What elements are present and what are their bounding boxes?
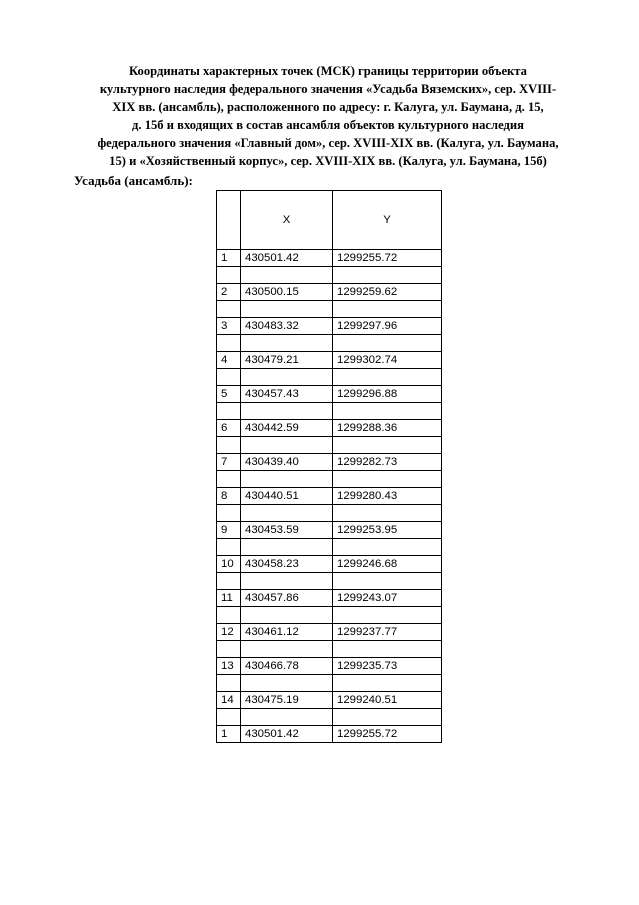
table-spacer-row (217, 335, 442, 352)
point-number-cell: 1 (217, 250, 241, 267)
empty-cell (217, 267, 241, 284)
empty-cell (217, 675, 241, 692)
section-label: Усадьба (ансамбль): (74, 173, 193, 188)
empty-cell (333, 573, 442, 590)
empty-cell (241, 335, 333, 352)
empty-cell (333, 675, 442, 692)
empty-cell (241, 709, 333, 726)
point-number-cell: 9 (217, 522, 241, 539)
title-line: 15) и «Хозяйственный корпус», сер. XVIII-XIX вв. (Калуга, ул. Баумана, 15б) (109, 154, 547, 168)
table-row (217, 692, 442, 709)
y-coordinate-cell: 1299282.73 (333, 454, 442, 471)
header-number (217, 191, 241, 250)
table-row (217, 556, 442, 573)
table-spacer-row (217, 573, 442, 590)
empty-cell (217, 505, 241, 522)
document-title (62, 62, 594, 170)
point-number-cell: 7 (217, 454, 241, 471)
y-coordinate-cell: 1299255.72 (333, 250, 442, 267)
empty-cell (333, 505, 442, 522)
empty-cell (217, 335, 241, 352)
table-row (217, 284, 442, 301)
table-spacer-row (217, 437, 442, 454)
header-y: Y (333, 191, 442, 250)
x-coordinate-cell: 430500.15 (241, 284, 333, 301)
x-coordinate-cell: 430457.86 (241, 590, 333, 607)
empty-cell (217, 607, 241, 624)
empty-cell (241, 369, 333, 386)
empty-cell (217, 641, 241, 658)
empty-cell (333, 301, 442, 318)
table-row (217, 488, 442, 505)
x-coordinate-cell: 430453.59 (241, 522, 333, 539)
y-coordinate-cell: 1299240.51 (333, 692, 442, 709)
empty-cell (241, 437, 333, 454)
table-spacer-row (217, 403, 442, 420)
empty-cell (241, 301, 333, 318)
empty-cell (241, 403, 333, 420)
x-coordinate-cell: 430475.19 (241, 692, 333, 709)
empty-cell (333, 641, 442, 658)
table-spacer-row (217, 607, 442, 624)
table-spacer-row (217, 539, 442, 556)
empty-cell (241, 573, 333, 590)
point-number-cell: 2 (217, 284, 241, 301)
empty-cell (217, 369, 241, 386)
table-row (217, 624, 442, 641)
header-x: X (241, 191, 333, 250)
empty-cell (217, 539, 241, 556)
x-coordinate-cell: 430439.40 (241, 454, 333, 471)
table-spacer-row (217, 505, 442, 522)
table-spacer-row (217, 709, 442, 726)
table-spacer-row (217, 267, 442, 284)
table-row (217, 454, 442, 471)
point-number-cell: 8 (217, 488, 241, 505)
y-coordinate-cell: 1299246.68 (333, 556, 442, 573)
y-coordinate-cell: 1299235.73 (333, 658, 442, 675)
point-number-cell: 4 (217, 352, 241, 369)
point-number-cell: 10 (217, 556, 241, 573)
point-number-cell: 3 (217, 318, 241, 335)
empty-cell (241, 607, 333, 624)
point-number-cell: 14 (217, 692, 241, 709)
point-number-cell: 12 (217, 624, 241, 641)
point-number-cell: 6 (217, 420, 241, 437)
empty-cell (333, 369, 442, 386)
y-coordinate-cell: 1299280.43 (333, 488, 442, 505)
empty-cell (241, 471, 333, 488)
table-row (217, 590, 442, 607)
table-row (217, 318, 442, 335)
empty-cell (241, 539, 333, 556)
x-coordinate-cell: 430440.51 (241, 488, 333, 505)
empty-cell (217, 301, 241, 318)
coordinates-table (216, 190, 442, 743)
table-row (217, 386, 442, 403)
y-coordinate-cell: 1299243.07 (333, 590, 442, 607)
empty-cell (333, 403, 442, 420)
title-line: Координаты характерных точек (МСК) границы территории объекта (129, 64, 527, 78)
empty-cell (333, 471, 442, 488)
table-spacer-row (217, 675, 442, 692)
empty-cell (333, 709, 442, 726)
y-coordinate-cell: 1299288.36 (333, 420, 442, 437)
y-coordinate-cell: 1299297.96 (333, 318, 442, 335)
x-coordinate-cell: 430442.59 (241, 420, 333, 437)
table-row (217, 420, 442, 437)
y-coordinate-cell: 1299296.88 (333, 386, 442, 403)
x-coordinate-cell: 430458.23 (241, 556, 333, 573)
empty-cell (217, 437, 241, 454)
empty-cell (217, 573, 241, 590)
table-header-row (217, 191, 442, 250)
empty-cell (241, 505, 333, 522)
point-number-cell: 1 (217, 726, 241, 743)
empty-cell (217, 403, 241, 420)
x-coordinate-cell: 430479.21 (241, 352, 333, 369)
empty-cell (241, 675, 333, 692)
empty-cell (333, 437, 442, 454)
x-coordinate-cell: 430483.32 (241, 318, 333, 335)
table-spacer-row (217, 641, 442, 658)
table-row (217, 352, 442, 369)
point-number-cell: 11 (217, 590, 241, 607)
x-coordinate-cell: 430461.12 (241, 624, 333, 641)
table-spacer-row (217, 369, 442, 386)
empty-cell (333, 539, 442, 556)
x-coordinate-cell: 430457.43 (241, 386, 333, 403)
title-line: XIX вв. (ансамбль), расположенного по адресу: г. Калуга, ул. Баумана, д. 15, (112, 100, 544, 114)
table-row (217, 250, 442, 267)
empty-cell (217, 471, 241, 488)
y-coordinate-cell: 1299302.74 (333, 352, 442, 369)
y-coordinate-cell: 1299255.72 (333, 726, 442, 743)
table-spacer-row (217, 471, 442, 488)
table-row (217, 726, 442, 743)
table-row (217, 522, 442, 539)
table-row (217, 658, 442, 675)
empty-cell (241, 267, 333, 284)
empty-cell (333, 335, 442, 352)
table-spacer-row (217, 301, 442, 318)
empty-cell (217, 709, 241, 726)
empty-cell (333, 267, 442, 284)
y-coordinate-cell: 1299237.77 (333, 624, 442, 641)
x-coordinate-cell: 430501.42 (241, 250, 333, 267)
empty-cell (333, 607, 442, 624)
empty-cell (241, 641, 333, 658)
y-coordinate-cell: 1299259.62 (333, 284, 442, 301)
title-line: федерального значения «Главный дом», сер. XVIII-XIX вв. (Калуга, ул. Баумана, (97, 136, 559, 150)
title-line: культурного наследия федерального значения «Усадьба Вяземских», сер. XVIII- (99, 82, 557, 96)
x-coordinate-cell: 430501.42 (241, 726, 333, 743)
point-number-cell: 5 (217, 386, 241, 403)
title-line: д. 15б и входящих в состав ансамбля объектов культурного наследия (132, 118, 524, 132)
point-number-cell: 13 (217, 658, 241, 675)
y-coordinate-cell: 1299253.95 (333, 522, 442, 539)
x-coordinate-cell: 430466.78 (241, 658, 333, 675)
